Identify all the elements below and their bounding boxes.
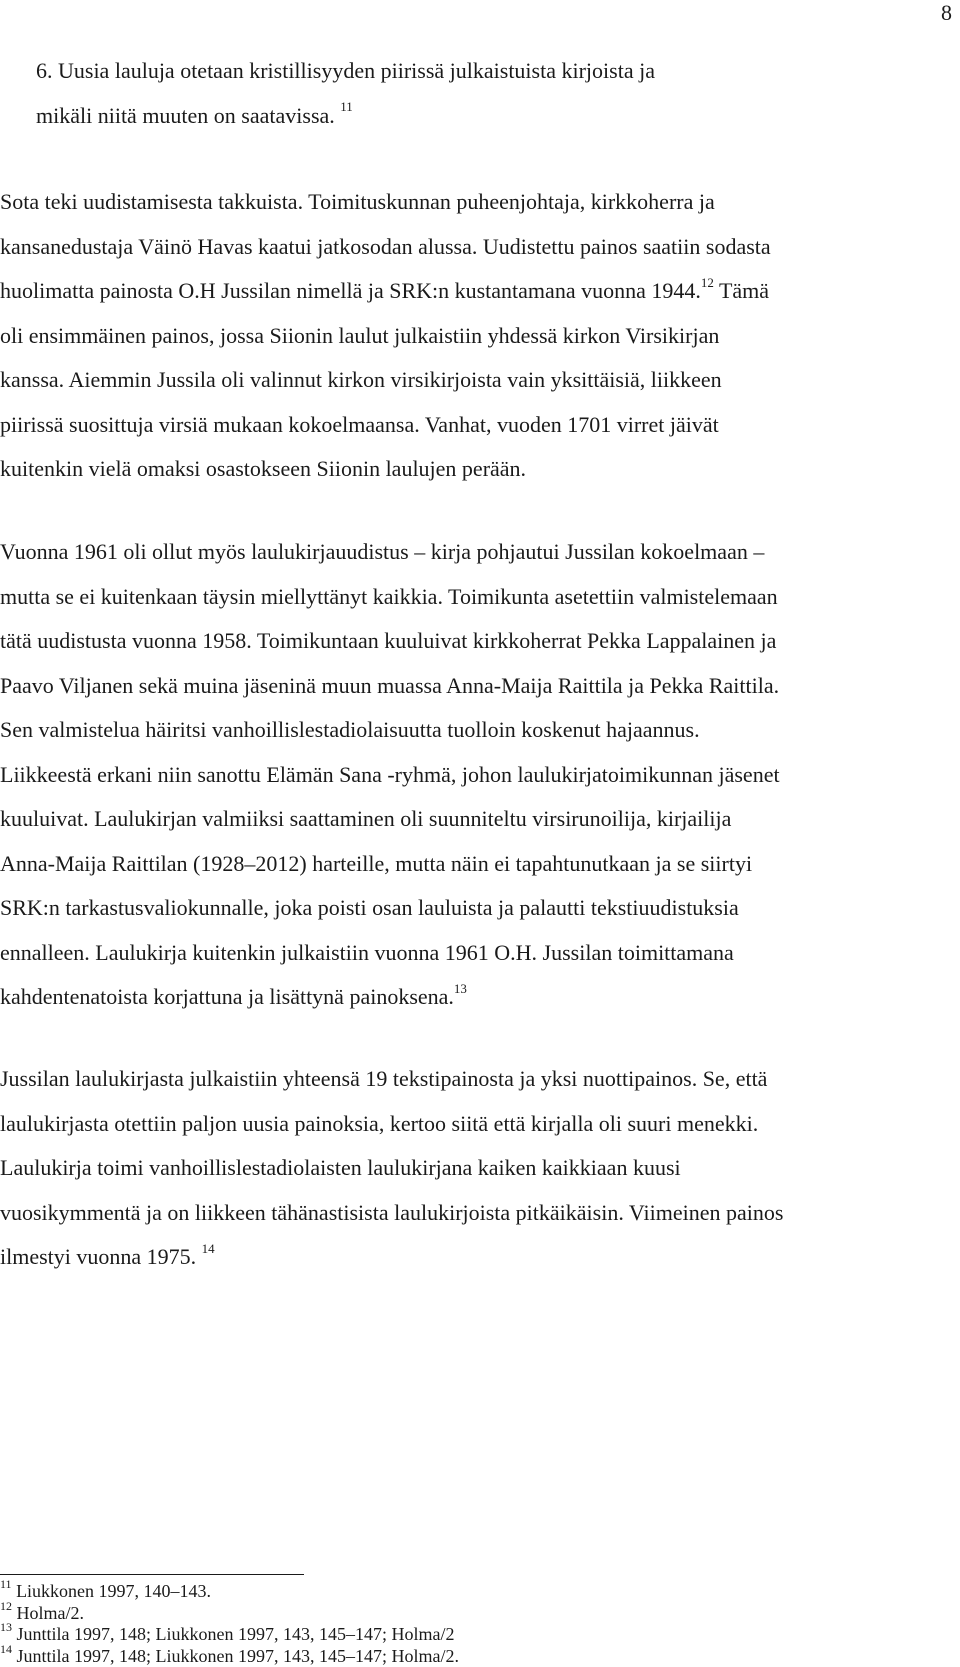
- paragraph-line-text: Tämä: [714, 278, 769, 303]
- paragraph-line: kansanedustaja Väinö Havas kaatui jatkosodan alussa. Uudistettu painos saatiin sodasta: [0, 225, 920, 270]
- paragraph-2: [0, 530, 920, 1020]
- paragraph-line: vuosikymmentä ja on liikkeen tähänastisista laulukirjoista pitkäikäisin. Viimeinen painos: [0, 1191, 920, 1236]
- paragraph-line: [0, 1235, 920, 1280]
- paragraph-line: Liikkeestä erkani niin sanottu Elämän Sana -ryhmä, johon laulukirjatoimikunnan jäsenet: [0, 753, 920, 798]
- paragraph-line: tätä uudistusta vuonna 1958. Toimikuntaan kuuluivat kirkkoherrat Pekka Lappalainen ja: [0, 619, 920, 664]
- paragraph-line: ennalleen. Laulukirja kuitenkin julkaistiin vuonna 1961 O.H. Jussilan toimittamana: [0, 931, 920, 976]
- paragraph-line: kuitenkin vielä omaksi osastokseen Siionin laulujen perään.: [0, 447, 920, 492]
- paragraph-line: Vuonna 1961 oli ollut myös laulukirjauudistus – kirja pohjautui Jussilan kokoelmaan –: [0, 530, 920, 575]
- footnote-ref-13[interactable]: 13: [454, 981, 467, 996]
- footnote-ref-12[interactable]: 12: [701, 275, 714, 290]
- paragraph-line: Paavo Viljanen sekä muina jäseninä muun muassa Anna-Maija Raittila ja Pekka Raittila.: [0, 664, 920, 709]
- footnote-14: [0, 1646, 920, 1667]
- footnote-ref-14[interactable]: 14: [202, 1241, 215, 1256]
- paragraph-line: Jussilan laulukirjasta julkaistiin yhteensä 19 tekstipainosta ja yksi nuottipainos. Se, että: [0, 1057, 920, 1102]
- paragraph-line: [0, 269, 920, 314]
- paragraph-line-text: ilmestyi vuonna 1975.: [0, 1244, 196, 1269]
- paragraph-line: Sota teki uudistamisesta takkuista. Toimituskunnan puheenjohtaja, kirkkoherra ja: [0, 180, 920, 225]
- paragraph-line: Anna-Maija Raittilan (1928–2012) harteille, mutta näin ei tapahtunutkaan ja se siirtyi: [0, 842, 920, 887]
- paragraph-line: Sen valmistelua häiritsi vanhoillislestadiolaisuutta tuolloin koskenut hajaannus.: [0, 708, 920, 753]
- list-item-line: [36, 94, 920, 139]
- footnote-13: [0, 1624, 920, 1646]
- footnote-number: 12: [0, 1599, 12, 1613]
- paragraph-line: [0, 975, 920, 1020]
- paragraph-line-text: huolimatta painosta O.H Jussilan nimellä ja SRK:n kustantamana vuonna 1944.: [0, 278, 701, 303]
- footnote-number: 14: [0, 1642, 12, 1656]
- footnote-text: Liukkonen 1997, 140–143.: [12, 1581, 212, 1601]
- paragraph-line: oli ensimmäinen painos, jossa Siionin laulut julkaistiin yhdessä kirkon Virsikirjan: [0, 314, 920, 359]
- footnote-separator: [0, 1574, 304, 1575]
- paragraph-line: piirissä suosittuja virsiä mukaan kokoelmaansa. Vanhat, vuoden 1701 virret jäivät: [0, 403, 920, 448]
- footnote-11: [0, 1581, 920, 1603]
- list-item-line: 6. Uusia lauluja otetaan kristillisyyden piirissä julkaistuista kirjoista ja: [36, 49, 920, 94]
- paragraph-1: [0, 180, 920, 492]
- paragraph-line: SRK:n tarkastusvaliokunnalle, joka poisti osan lauluista ja palautti tekstiuudistuksia: [0, 886, 920, 931]
- page-number: 8: [941, 2, 952, 24]
- footnote-ref-11[interactable]: 11: [340, 99, 353, 114]
- paragraph-line: Laulukirja toimi vanhoillislestadiolaisten laulukirjana kaiken kaikkiaan kuusi: [0, 1146, 920, 1191]
- footnote-12: [0, 1603, 920, 1625]
- footnote-number: 13: [0, 1620, 12, 1634]
- footnote-number: 11: [0, 1577, 12, 1591]
- list-item-6: [36, 49, 920, 138]
- footnote-text: Junttila 1997, 148; Liukkonen 1997, 143, 145–147; Holma/2.: [12, 1646, 459, 1666]
- paragraph-line: mutta se ei kuitenkaan täysin miellyttänyt kaikkia. Toimikunta asetettiin valmistelemaan: [0, 575, 920, 620]
- paragraph-line: kuuluivat. Laulukirjan valmiiksi saattaminen oli suunniteltu virsirunoilija, kirjailija: [0, 797, 920, 842]
- paragraph-line-text: kahdentenatoista korjattuna ja lisättynä painoksena.: [0, 984, 454, 1009]
- paragraph-line: laulukirjasta otettiin paljon uusia painoksia, kertoo siitä että kirjalla oli suuri menekki.: [0, 1102, 920, 1147]
- footnote-text: Holma/2.: [12, 1603, 84, 1623]
- paragraph-line: kanssa. Aiemmin Jussila oli valinnut kirkon virsikirjoista vain yksittäisiä, liikkeen: [0, 358, 920, 403]
- footnotes: [0, 1581, 920, 1667]
- list-item-line-text: mikäli niitä muuten on saatavissa.: [36, 103, 335, 128]
- footnote-text: Junttila 1997, 148; Liukkonen 1997, 143, 145–147; Holma/2: [12, 1624, 454, 1644]
- paragraph-3: [0, 1057, 920, 1280]
